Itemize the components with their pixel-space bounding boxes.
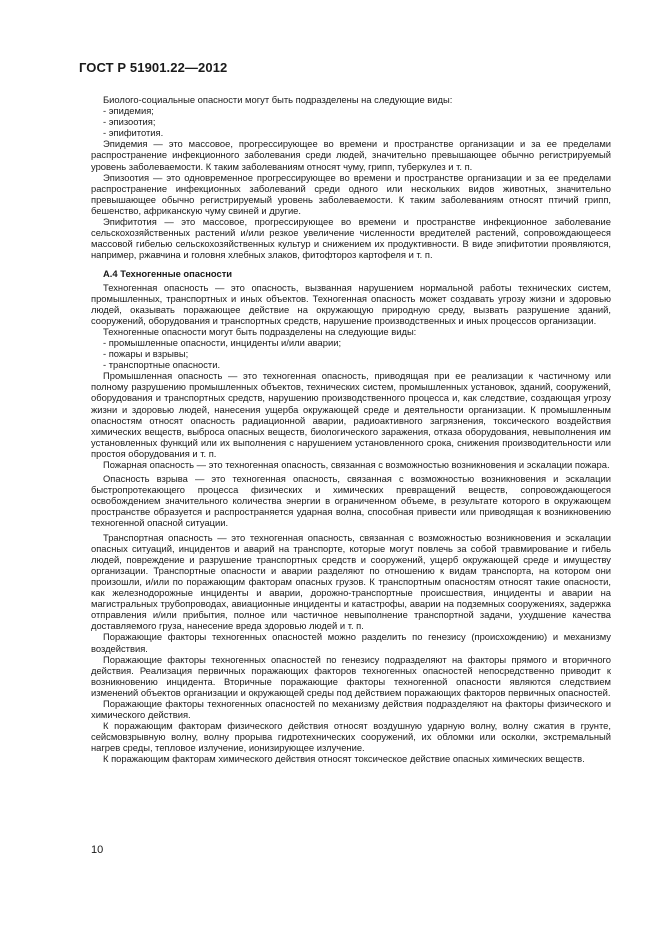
- paragraph: Техногенные опасности могут быть подразделены на следующие виды:: [103, 325, 417, 337]
- paragraph: Транспортная опасность — это техногенная опасность, связанная с возможностью возникновения и эскалации опасных ситуаций, инцидентов и аварий на транспорте, которые могут повлечь за собой травмирование и гибель людей, повреждение и разрушение транспортных средств и сооружений, ущерб окружающей среде и имуществу организации. Транспортные опасности и аварии разделяют по отношению к видам транспорта, на котором они произошли, и/или по поражающим факторам опасных грузов. К транспортным опасностям относят такие опасности, как железнодорожные инциденты и аварии, дорожно-транспортные происшествия, инциденты и аварии на магистральных трубопроводах, авиационные инциденты и катастрофы, аварии на подземных сооружениях, задержка отправления и/или прибытия, полное или частичное невыполнение транспортной задачи, ухудшение качества доставляемого груза, нанесение вреда здоровью людей и т. п.: [91, 531, 611, 632]
- paragraph: Эпизоотия — это одновременное прогрессирующее во времени и пространстве организации и за ее пределами распространение инфекционных заболеваний среди одного или нескольких видов животных, значительно превышающее обычно регистрируемый уровень заболеваемости. К таким заболеваниям относят птичий грипп, бешенство, африканскую чуму свиней и другие.: [91, 171, 611, 216]
- paragraph: Эпифитотия — это массовое, прогрессирующее во времени и пространстве инфекционное заболевание сельскохозяйственных растений и/или резкое увеличение численности вредителей растений, сопровождающееся массовой гибелью сельскохозяйственных культур и снижением их продуктивности. В виде эпифитотии проявляются, например, ржавчина и головня хлебных злаков, фитофтороз картофеля и т. п.: [91, 216, 611, 261]
- paragraph: К поражающим факторам физического действия относят воздушную ударную волну, волну сжатия в грунте, сейсмовзрывную волну, волну прорыва гидротехнических сооружений, их обломки или осколки, экстремальный нагрев среды, тепловое излучение, ионизирующее излучение.: [91, 720, 611, 754]
- document-body: [91, 94, 611, 765]
- paragraph: К поражающим факторам химического действия относят токсическое действие опасных химических веществ.: [103, 753, 585, 765]
- list-item: - эпидемия;: [103, 105, 154, 117]
- page-number: 10: [91, 844, 104, 856]
- list-item: - эпифитотия.: [103, 127, 164, 139]
- paragraph: Поражающие факторы техногенных опасностей по генезису подразделяют на факторы прямого и вторичного действия. Реализация первичных поражающих факторов техногенных опасностей непосредственно приводит к возникновению инцидента. Вторичные поражающие факторы техногенной опасности являются следствием изменений объектов организации и окружающей среды под действием поражающих факторов первичных опасностей.: [91, 653, 611, 698]
- list-item: - пожары и взрывы;: [103, 348, 189, 360]
- paragraph: Опасность взрыва — это техногенная опасность, связанная с возможностью возникновения и эскалации быстропротекающего процесса физических и химических превращений веществ, сопровождающегося освобождением значительного количества энергии в ограниченном объеме, в результате которого в окружающем пространстве образуется и распространяется ударная волна, способная привести или приводящая к возникновению техногенной опасной ситуации.: [91, 473, 611, 529]
- section-heading: А.4 Техногенные опасности: [103, 268, 233, 280]
- paragraph: Биолого-социальные опасности могут быть подразделены на следующие виды:: [103, 94, 453, 105]
- paragraph: Пожарная опасность — это техногенная опасность, связанная с возможностью возникновения и эскалации пожара.: [103, 459, 610, 470]
- paragraph: Промышленная опасность — это техногенная опасность, приводящая при ее реализации к частичному или полному разрушению промышленных объектов, технических систем, промышленных установок, зданий, сооружений, оборудования и транспортных средств, нарушению производственного процесса и, как следствие, создающая угрозу жизни и здоровью людей, нанесения ущерба окружающей среде и деятельности организации. К промышленным опасностям относят опасность радиационной аварии, радиоактивного загрязнения, токсического воздействия химических веществ, выброса опасных веществ, биологического заражения, отказа оборудования, невыполнения им установленных функций или их выполнения с нарушением установленного срока, снижения производительности или простоя оборудования и т. п.: [91, 370, 611, 459]
- paragraph: Поражающие факторы техногенных опасностей по механизму действия подразделяют на факторы физического и химического действия.: [91, 697, 611, 721]
- document-code: ГОСТ Р 51901.22—2012: [79, 60, 228, 75]
- list-item: - промышленные опасности, инциденты и/или аварии;: [103, 336, 342, 348]
- paragraph: Поражающие факторы техногенных опасностей можно разделить по генезису (происхождению) и механизму воздействия.: [91, 631, 611, 654]
- list-item: - эпизоотия;: [103, 116, 156, 128]
- paragraph: Техногенная опасность — это опасность, вызванная нарушением нормальной работы технических систем, промышленных, транспортных и иных объектов. Техногенная опасность может создавать угрозу жизни и здоровью людей, оказывать поражающее действие на окружающую природную среду, вызвать разрушение зданий, сооружений, оборудования и транспортных средств, нарушение производственных и иных процессов организации.: [91, 281, 611, 326]
- list-item: - транспортные опасности.: [103, 359, 221, 371]
- paragraph: Эпидемия — это массовое, прогрессирующее во времени и пространстве организации и за ее пределами распространение инфекционного заболевания среди людей, значительно превышающее обычно регистрируемый уровень заболеваемости. К таким заболеваниям относят чуму, грипп, туберкулез и т. п.: [91, 138, 611, 172]
